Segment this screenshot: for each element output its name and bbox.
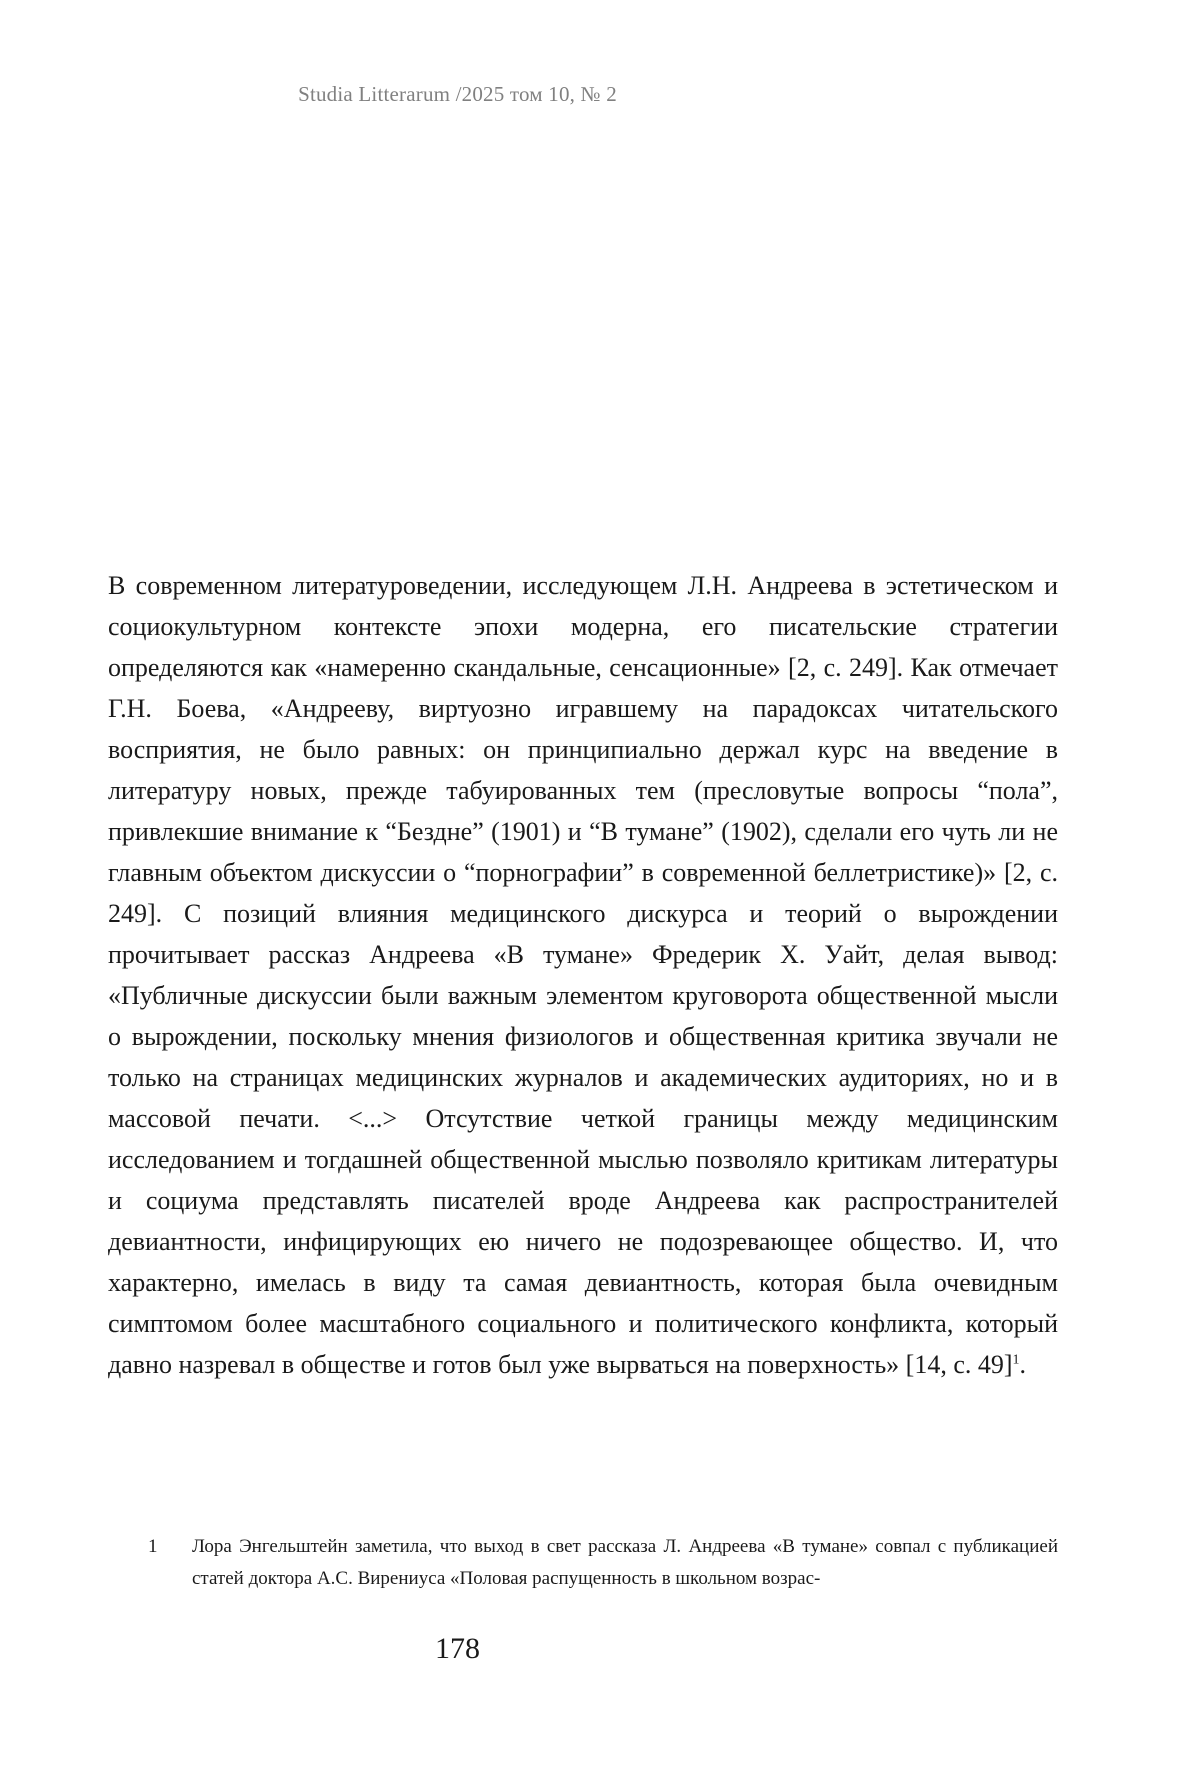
footnote-body xyxy=(148,1531,1058,1595)
footnote-reference[interactable]: 1 xyxy=(1012,1352,1020,1368)
footnote-marker: 1 xyxy=(148,1536,158,1557)
paragraph-end: . xyxy=(1019,1350,1027,1379)
body-paragraph xyxy=(108,565,1058,1385)
footnote xyxy=(108,1531,1058,1595)
paragraph-text: В современном литературоведении, исследующем Л.Н. Андреева в эстетическом и социокультурном контексте эпохи модерна, его писательские стратегии определяются как «намеренно скандальные, сенсационные» [2, с. 249]. Как отмечает Г.Н. Боева, «Андрееву, виртуозно игравшему на парадоксах читательского восприятия, не было равных: он принципиально держал курс на введение в литературу новых, прежде табуированных тем (пресловутые вопросы “пола”, привлекшие внимание к “Бездне” (1901) и “В тумане” (1902), сделали его чуть ли не главным объектом дискуссии о “порнографии” в современной беллетристике)» [2, с. 249]. С позиций влияния медицинского дискурса и теорий о вырождении прочитывает рассказ Андреева «В тумане» Фредерик Х. Уайт, делая вывод: «Публичные дискуссии были важным элементом круговорота общественной мысли о вырождении, поскольку мнения физиологов и общественная критика звучали не только на страницах медицинских журналов и академических аудиториях, но и в массовой печати. <...> Отсутствие четкой границы между медицинским исследованием и тогдашней общественной мыслью позволяло критикам литературы и социума представлять писателей вроде Андреева как распространителей девиантности, инфицирующих ею ничего не подозревающее общество. И, что характерно, имелась в виду та самая девиантность, которая была очевидным симптомом более масштабного социального и политического конфликта, который давно назревал в обществе и готов был уже вырваться на поверхность» [14, с. 49] xyxy=(108,571,1058,1379)
footnote-text: Лора Энгельштейн заметила, что выход в свет рассказа Л. Андреева «В тумане» совпал с публикацией статей доктора А.С. Вирениуса «Половая распущенность в школьном возрас- xyxy=(192,1536,1058,1589)
page-number: 178 xyxy=(435,1632,480,1665)
running-header: Studia Litterarum /2025 том 10, № 2 xyxy=(298,82,617,106)
